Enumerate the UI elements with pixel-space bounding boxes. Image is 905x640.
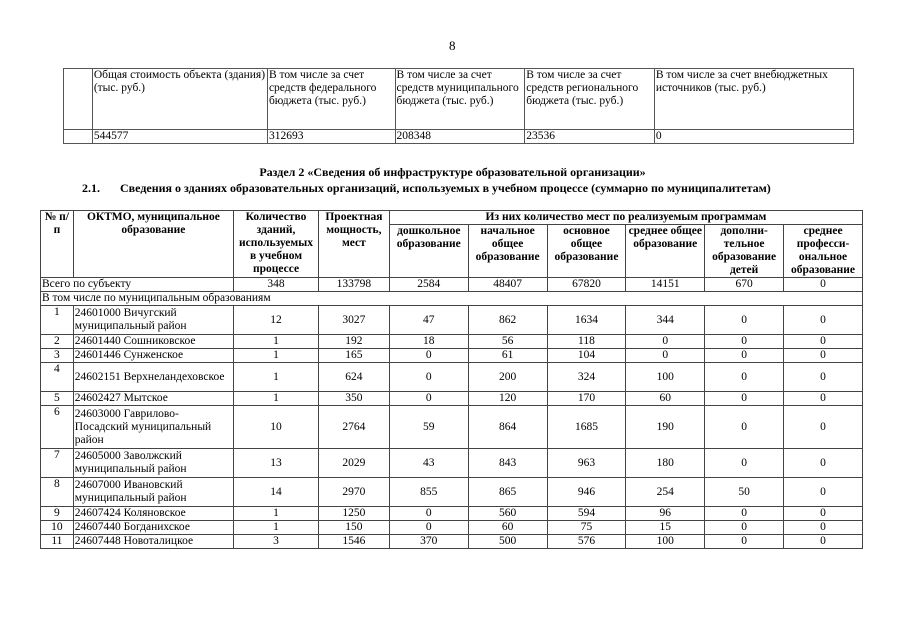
row-buildings: 13	[234, 449, 319, 478]
row-primary: 500	[468, 535, 547, 549]
row-number: 10	[41, 521, 74, 535]
row-name: 24601440 Сошниковское	[73, 335, 233, 349]
financing-header-cell	[64, 69, 93, 130]
row-secondary: 96	[626, 507, 705, 521]
header-num: № п/п	[41, 211, 74, 278]
row-capacity: 150	[318, 521, 389, 535]
page-number: 8	[449, 38, 456, 53]
row-number: 9	[41, 507, 74, 521]
financing-header-total-cost: Общая стоимость объекта (здания) (тыс. руб.)	[92, 69, 267, 130]
row-preschool: 43	[389, 449, 468, 478]
subsection-heading	[82, 181, 771, 196]
row-basic: 1634	[547, 306, 626, 335]
table-row	[41, 406, 863, 449]
row-preschool: 0	[389, 349, 468, 363]
buildings-table	[40, 210, 863, 549]
row-basic: 75	[547, 521, 626, 535]
row-name: 24607000 Ивановский муниципальный район	[73, 478, 233, 507]
financing-values-row	[64, 130, 854, 144]
financing-table	[63, 68, 854, 144]
total-capacity: 133798	[318, 278, 389, 292]
row-secondary: 60	[626, 392, 705, 406]
row-name: 24607424 Коляновское	[73, 507, 233, 521]
row-number: 8	[41, 478, 74, 507]
row-basic: 576	[547, 535, 626, 549]
row-additional: 0	[705, 392, 784, 406]
row-additional: 0	[705, 449, 784, 478]
subsection-title: Сведения о зданиях образовательных организаций, используемых в учебном процессе (суммарно по муниципалитетам)	[120, 181, 771, 195]
row-basic: 324	[547, 363, 626, 392]
row-basic: 170	[547, 392, 626, 406]
row-vocational: 0	[784, 306, 863, 335]
row-secondary: 254	[626, 478, 705, 507]
subheader-row	[41, 292, 863, 306]
subsection-number: 2.1.	[82, 181, 100, 195]
row-number: 11	[41, 535, 74, 549]
row-primary: 60	[468, 521, 547, 535]
table-row	[41, 449, 863, 478]
row-secondary: 15	[626, 521, 705, 535]
financing-value-federal: 312693	[267, 130, 395, 144]
total-secondary: 14151	[626, 278, 705, 292]
row-secondary: 190	[626, 406, 705, 449]
row-vocational: 0	[784, 349, 863, 363]
financing-header-extrabudget: В том числе за счет внебюджетных источников (тыс. руб.)	[654, 69, 853, 130]
row-number: 1	[41, 306, 74, 335]
row-buildings: 1	[234, 392, 319, 406]
header-basic: основное общее образование	[547, 225, 626, 278]
row-vocational: 0	[784, 335, 863, 349]
row-capacity: 2764	[318, 406, 389, 449]
total-row	[41, 278, 863, 292]
row-capacity: 2970	[318, 478, 389, 507]
row-secondary: 0	[626, 335, 705, 349]
financing-header-federal: В том числе за счет средств федерального бюджета (тыс. руб.)	[267, 69, 395, 130]
row-vocational: 0	[784, 507, 863, 521]
row-primary: 843	[468, 449, 547, 478]
financing-header-regional: В том числе за счет средств регионального бюджета (тыс. руб.)	[525, 69, 655, 130]
row-preschool: 0	[389, 521, 468, 535]
row-capacity: 2029	[318, 449, 389, 478]
row-primary: 200	[468, 363, 547, 392]
row-name: 24605000 Заволжский муниципальный район	[73, 449, 233, 478]
row-capacity: 165	[318, 349, 389, 363]
row-name: 24602427 Мытское	[73, 392, 233, 406]
row-buildings: 3	[234, 535, 319, 549]
total-vocational: 0	[784, 278, 863, 292]
subheader-label: В том числе по муниципальным образованиям	[41, 292, 863, 306]
table-row	[41, 478, 863, 507]
table-row	[41, 521, 863, 535]
total-preschool: 2584	[389, 278, 468, 292]
row-number: 5	[41, 392, 74, 406]
row-additional: 0	[705, 363, 784, 392]
row-buildings: 1	[234, 521, 319, 535]
row-primary: 61	[468, 349, 547, 363]
row-buildings: 12	[234, 306, 319, 335]
row-additional: 0	[705, 406, 784, 449]
row-primary: 862	[468, 306, 547, 335]
financing-value-municipal: 208348	[395, 130, 525, 144]
row-additional: 0	[705, 335, 784, 349]
row-buildings: 1	[234, 507, 319, 521]
row-secondary: 180	[626, 449, 705, 478]
header-primary: начальное общее образование	[468, 225, 547, 278]
row-name: 24607448 Новоталицкое	[73, 535, 233, 549]
row-number: 6	[41, 406, 74, 449]
row-preschool: 855	[389, 478, 468, 507]
row-vocational: 0	[784, 535, 863, 549]
table-row	[41, 507, 863, 521]
row-preschool: 0	[389, 363, 468, 392]
row-vocational: 0	[784, 478, 863, 507]
row-vocational: 0	[784, 521, 863, 535]
row-number: 4	[41, 363, 74, 392]
row-basic: 1685	[547, 406, 626, 449]
row-basic: 104	[547, 349, 626, 363]
row-preschool: 0	[389, 507, 468, 521]
financing-header-municipal: В том числе за счет средств муниципального бюджета (тыс. руб.)	[395, 69, 525, 130]
row-capacity: 3027	[318, 306, 389, 335]
total-primary: 48407	[468, 278, 547, 292]
row-additional: 50	[705, 478, 784, 507]
row-additional: 0	[705, 349, 784, 363]
total-label: Всего по субъекту	[41, 278, 234, 292]
row-secondary: 0	[626, 349, 705, 363]
total-additional: 670	[705, 278, 784, 292]
row-buildings: 1	[234, 349, 319, 363]
row-number: 2	[41, 335, 74, 349]
row-buildings: 14	[234, 478, 319, 507]
row-additional: 0	[705, 507, 784, 521]
row-primary: 120	[468, 392, 547, 406]
financing-value-total-cost: 544577	[92, 130, 267, 144]
row-vocational: 0	[784, 406, 863, 449]
table-row	[41, 535, 863, 549]
row-capacity: 1250	[318, 507, 389, 521]
row-vocational: 0	[784, 363, 863, 392]
row-basic: 963	[547, 449, 626, 478]
total-basic: 67820	[547, 278, 626, 292]
table-row	[41, 392, 863, 406]
table-row	[41, 335, 863, 349]
header-secondary: среднее общее образование	[626, 225, 705, 278]
row-secondary: 100	[626, 535, 705, 549]
row-name: 24601000 Вичугский муниципальный район	[73, 306, 233, 335]
table-row	[41, 363, 863, 392]
row-capacity: 1546	[318, 535, 389, 549]
row-name: 24601446 Сунженское	[73, 349, 233, 363]
row-additional: 0	[705, 521, 784, 535]
row-buildings: 1	[234, 335, 319, 349]
row-preschool: 18	[389, 335, 468, 349]
row-buildings: 10	[234, 406, 319, 449]
row-additional: 0	[705, 306, 784, 335]
table-row	[41, 349, 863, 363]
row-basic: 946	[547, 478, 626, 507]
row-secondary: 100	[626, 363, 705, 392]
header-row-1	[41, 211, 863, 225]
row-name: 24602151 Верхнеландеховское	[73, 363, 233, 392]
header-programs-group: Из них количество мест по реализуемым программам	[389, 211, 862, 225]
row-vocational: 0	[784, 449, 863, 478]
row-capacity: 350	[318, 392, 389, 406]
section-title: Раздел 2 «Сведения об инфраструктуре образовательной организации»	[259, 165, 646, 179]
row-buildings: 1	[234, 363, 319, 392]
financing-value-cell	[64, 130, 93, 144]
financing-value-extrabudget: 0	[654, 130, 853, 144]
row-name: 24603000 Гаврилово-Посадский муниципальный район	[73, 406, 233, 449]
row-vocational: 0	[784, 392, 863, 406]
row-capacity: 624	[318, 363, 389, 392]
financing-value-regional: 23536	[525, 130, 655, 144]
row-basic: 594	[547, 507, 626, 521]
row-primary: 560	[468, 507, 547, 521]
row-preschool: 47	[389, 306, 468, 335]
header-additional: дополни-тельное образование детей	[705, 225, 784, 278]
row-additional: 0	[705, 535, 784, 549]
row-primary: 865	[468, 478, 547, 507]
row-secondary: 344	[626, 306, 705, 335]
table-row	[41, 306, 863, 335]
row-name: 24607440 Богданихское	[73, 521, 233, 535]
total-buildings: 348	[234, 278, 319, 292]
header-buildings: Количество зданий, используемых в учебном процессе	[234, 211, 319, 278]
row-primary: 864	[468, 406, 547, 449]
header-preschool: дошкольное образование	[389, 225, 468, 278]
financing-header-row	[64, 69, 854, 130]
row-capacity: 192	[318, 335, 389, 349]
row-primary: 56	[468, 335, 547, 349]
header-name: ОКТМО, муниципальное образование	[73, 211, 233, 278]
row-preschool: 0	[389, 392, 468, 406]
row-preschool: 370	[389, 535, 468, 549]
header-vocational: среднее професси-ональное образование	[784, 225, 863, 278]
header-capacity: Проектная мощность, мест	[318, 211, 389, 278]
row-number: 7	[41, 449, 74, 478]
row-number: 3	[41, 349, 74, 363]
row-preschool: 59	[389, 406, 468, 449]
row-basic: 118	[547, 335, 626, 349]
